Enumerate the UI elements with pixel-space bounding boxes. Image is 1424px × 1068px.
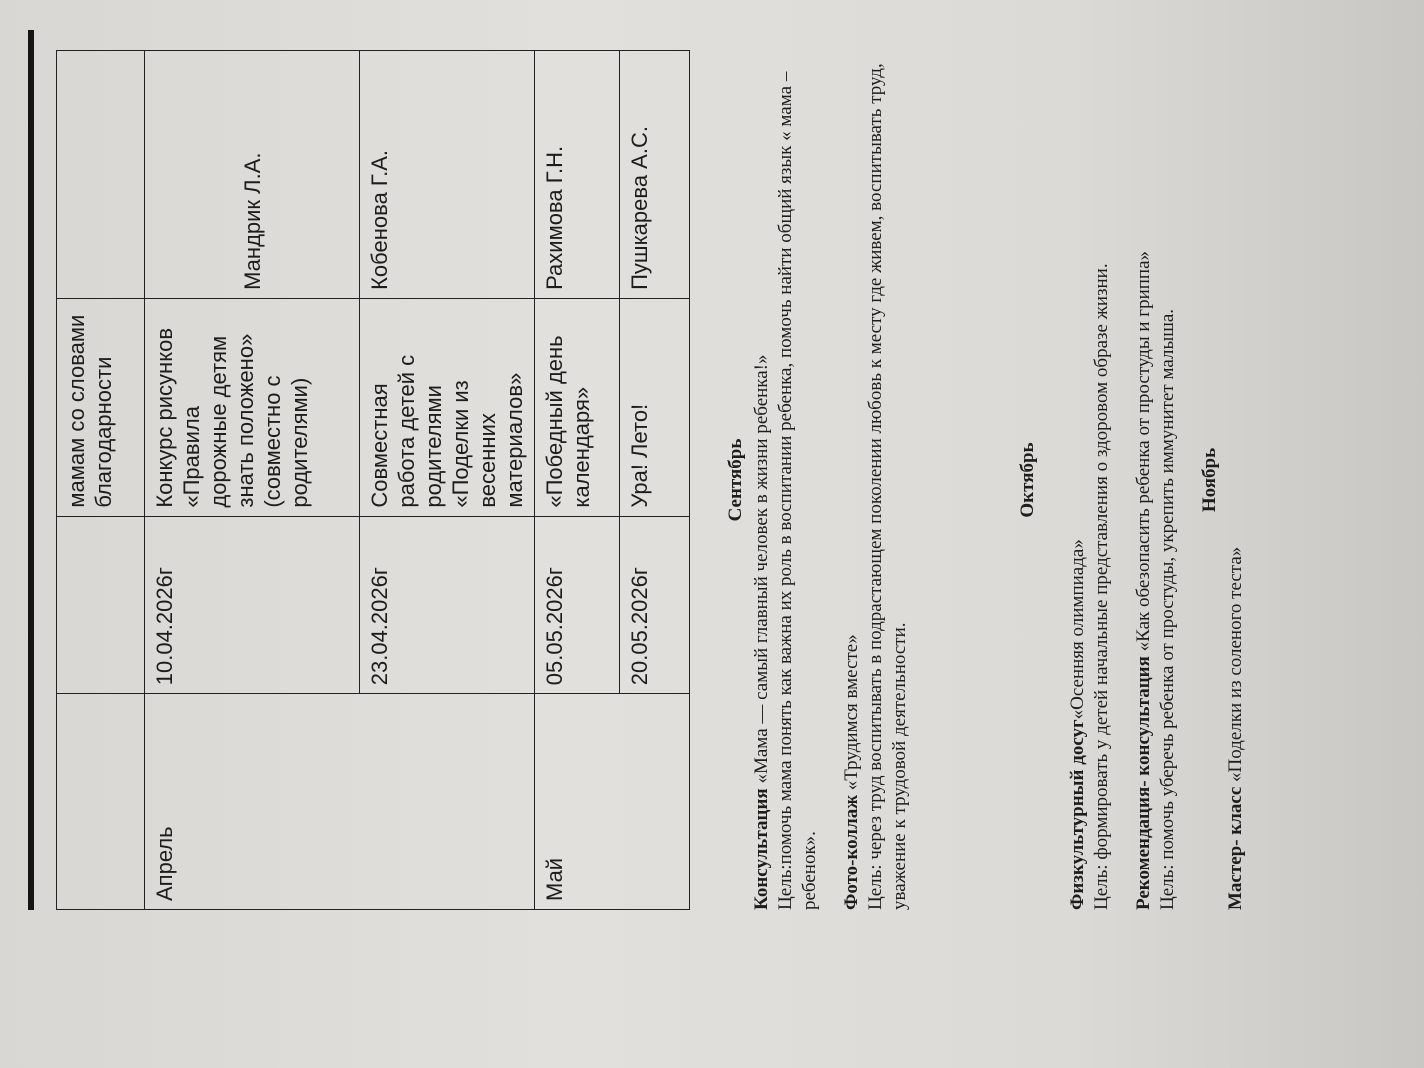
table-cell-month: Апрель [145, 694, 535, 910]
sport-leisure-text: «Осенняя олимпиада» [1067, 539, 1088, 720]
table-cell-date: 23.04.2026г [360, 516, 535, 694]
events-table [56, 50, 690, 910]
recommendation-paragraph [1132, 50, 1180, 910]
table-cell-date: 10.04.2026г [145, 516, 360, 694]
page-edge-shadow [28, 30, 34, 910]
sport-leisure-paragraph [1066, 50, 1114, 910]
table-cell-responsible: Кобенова Г.А. [360, 51, 535, 299]
recommendation-goal: Цель: помочь уберечь ребенка от простуды, укрепить иммунитет малыша. [1157, 308, 1178, 910]
section-title-september: Сентябрь [725, 438, 746, 522]
consultation-paragraph [750, 50, 822, 910]
table-cell-event: Совместная работа детей с родителями «Поделки из весенних материалов» [360, 298, 535, 516]
table-cell-responsible: Мандрик Л.А. [145, 51, 360, 299]
section-september [724, 50, 930, 910]
master-class-label: Мастер- класс [1225, 786, 1246, 910]
table-cell-event: Конкурс рисунков «Правила дорожные детям знать положено» (совместно с родителями) [145, 298, 360, 516]
table-cell-date [57, 516, 145, 694]
section-title-october: Октябрь [1017, 442, 1038, 518]
table-cell-date: 20.05.2026г [620, 516, 690, 694]
consultation-label: Консультация [751, 788, 772, 910]
table-cell-event: «Победный день календаря» [535, 298, 620, 516]
table-cell-event: Ура! Лето! [620, 298, 690, 516]
master-class-paragraph [1224, 50, 1248, 910]
table-row [57, 51, 145, 910]
sport-leisure-goal: Цель: формировать у детей начальные представления о здоровом образе жизни. [1091, 263, 1112, 910]
section-october [1016, 50, 1266, 910]
consultation-goal: Цель:помочь мама понять как важна их роль в воспитании ребенка, помочь найти общий язык « мама – ребенок». [775, 71, 820, 910]
photo-collage-goal: Цель: через труд воспитывать в подрастающем поколении любовь к месту где живем, воспитывать труд, уважение к трудовой деятельности. [865, 63, 910, 910]
table-cell-month: Май [535, 694, 690, 910]
recommendation-label: Рекомендация- консультация [1133, 656, 1154, 910]
table-cell-responsible: Пушкарева А.С. [620, 51, 690, 299]
section-title-november: Ноябрь [1199, 447, 1220, 513]
table-cell-responsible [57, 51, 145, 299]
table-row [145, 51, 360, 910]
table-row [535, 51, 620, 910]
recommendation-text: «Как обезопасить ребенка от простуды и гриппа» [1133, 250, 1154, 657]
table-cell-date: 05.05.2026г [535, 516, 620, 694]
table-cell-responsible: Рахимова Г.Н. [535, 51, 620, 299]
photo-collage-label: Фото-коллаж [841, 794, 862, 910]
master-class-text: «Поделки из соленого теста» [1225, 546, 1246, 787]
consultation-text: «Мама — самый главный человек в жизни ребенка!» [751, 354, 772, 789]
sport-leisure-label: Физкультурный досуг [1067, 719, 1088, 910]
photo-collage-paragraph [840, 50, 912, 910]
table-cell-month [57, 694, 145, 910]
table-cell-event: мамам со словами благодарности [57, 298, 145, 516]
photo-collage-text: «Трудимся вместе» [841, 634, 862, 795]
rotated-document-page [36, 30, 1356, 910]
